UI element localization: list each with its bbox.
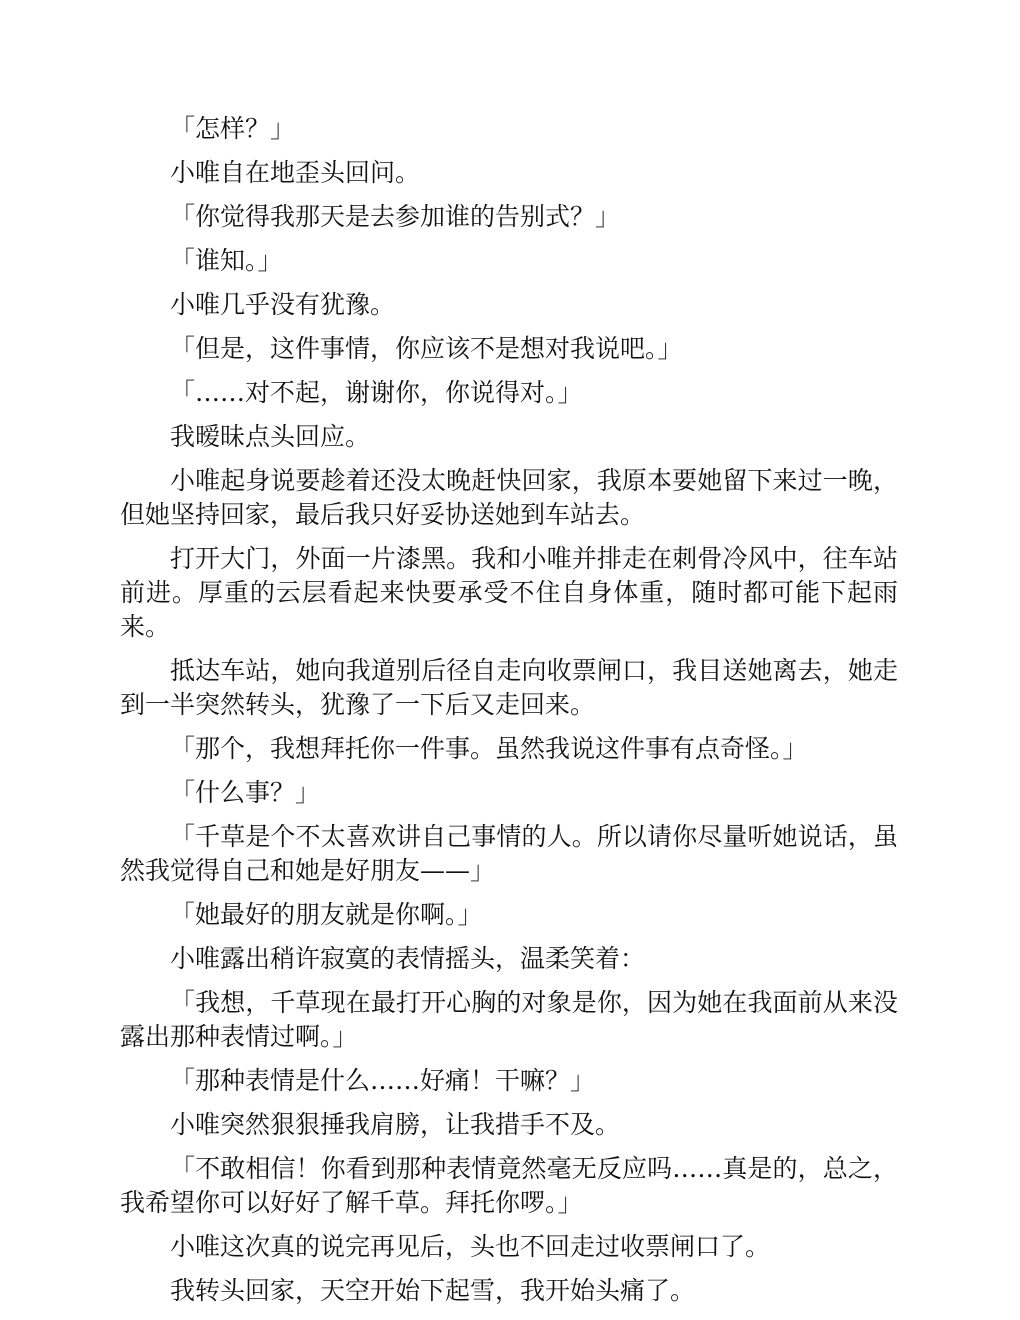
paragraph: 抵达车站，她向我道别后径自走向收票闸口，我目送她离去，她走到一半突然转头，犹豫了一下后又走回来。 bbox=[120, 656, 898, 719]
paragraph: 小唯突然狠狠捶我肩膀，让我措手不及。 bbox=[170, 1110, 621, 1139]
paragraph: 「怎样？」 bbox=[170, 114, 296, 143]
paragraph: 小唯起身说要趁着还没太晚赶快回家，我原本要她留下来过一晚，但她坚持回家，最后我只好妥协送她到车站去。 bbox=[120, 466, 898, 529]
paragraph: 「那种表情是什么……好痛！干嘛？」 bbox=[170, 1066, 596, 1095]
paragraph: 打开大门，外面一片漆黑。我和小唯并排走在刺骨冷风中，往车站前进。厚重的云层看起来快要承受不住自身体重，随时都可能下起雨来。 bbox=[120, 544, 898, 641]
paragraph: 「什么事？」 bbox=[170, 778, 321, 807]
paragraph: 「那个，我想拜托你一件事。虽然我说这件事有点奇怪。」 bbox=[170, 734, 808, 763]
paragraph: 「我想，千草现在最打开心胸的对象是你，因为她在我面前从来没露出那种表情过啊。」 bbox=[120, 988, 898, 1051]
paragraph: 「不敢相信！你看到那种表情竟然毫无反应吗……真是的，总之，我希望你可以好好了解千草。拜托你啰。」 bbox=[120, 1154, 898, 1217]
paragraph: 小唯几乎没有犹豫。 bbox=[170, 290, 396, 319]
paragraph: 「你觉得我那天是去参加谁的告别式？」 bbox=[170, 202, 621, 231]
paragraph: 小唯露出稍许寂寞的表情摇头，温柔笑着： bbox=[170, 944, 646, 973]
paragraph: 「她最好的朋友就是你啊。」 bbox=[170, 900, 483, 929]
paragraph: 小唯这次真的说完再见后，头也不回走过收票闸口了。 bbox=[170, 1232, 771, 1261]
paragraph: 「千草是个不太喜欢讲自己事情的人。所以请你尽量听她说话，虽然我觉得自己和她是好朋友——」 bbox=[120, 822, 898, 885]
paragraph: 「……对不起，谢谢你，你说得对。」 bbox=[170, 378, 583, 407]
body-text bbox=[120, 112, 898, 1318]
paragraph: 小唯自在地歪头回问。 bbox=[170, 158, 421, 187]
paragraph: 我暧昧点头回应。 bbox=[170, 422, 371, 451]
paragraph: 我转头回家，天空开始下起雪，我开始头痛了。 bbox=[170, 1276, 696, 1305]
paragraph: 「谁知。」 bbox=[170, 246, 283, 275]
paragraph: 「但是，这件事情，你应该不是想对我说吧。」 bbox=[170, 334, 683, 363]
